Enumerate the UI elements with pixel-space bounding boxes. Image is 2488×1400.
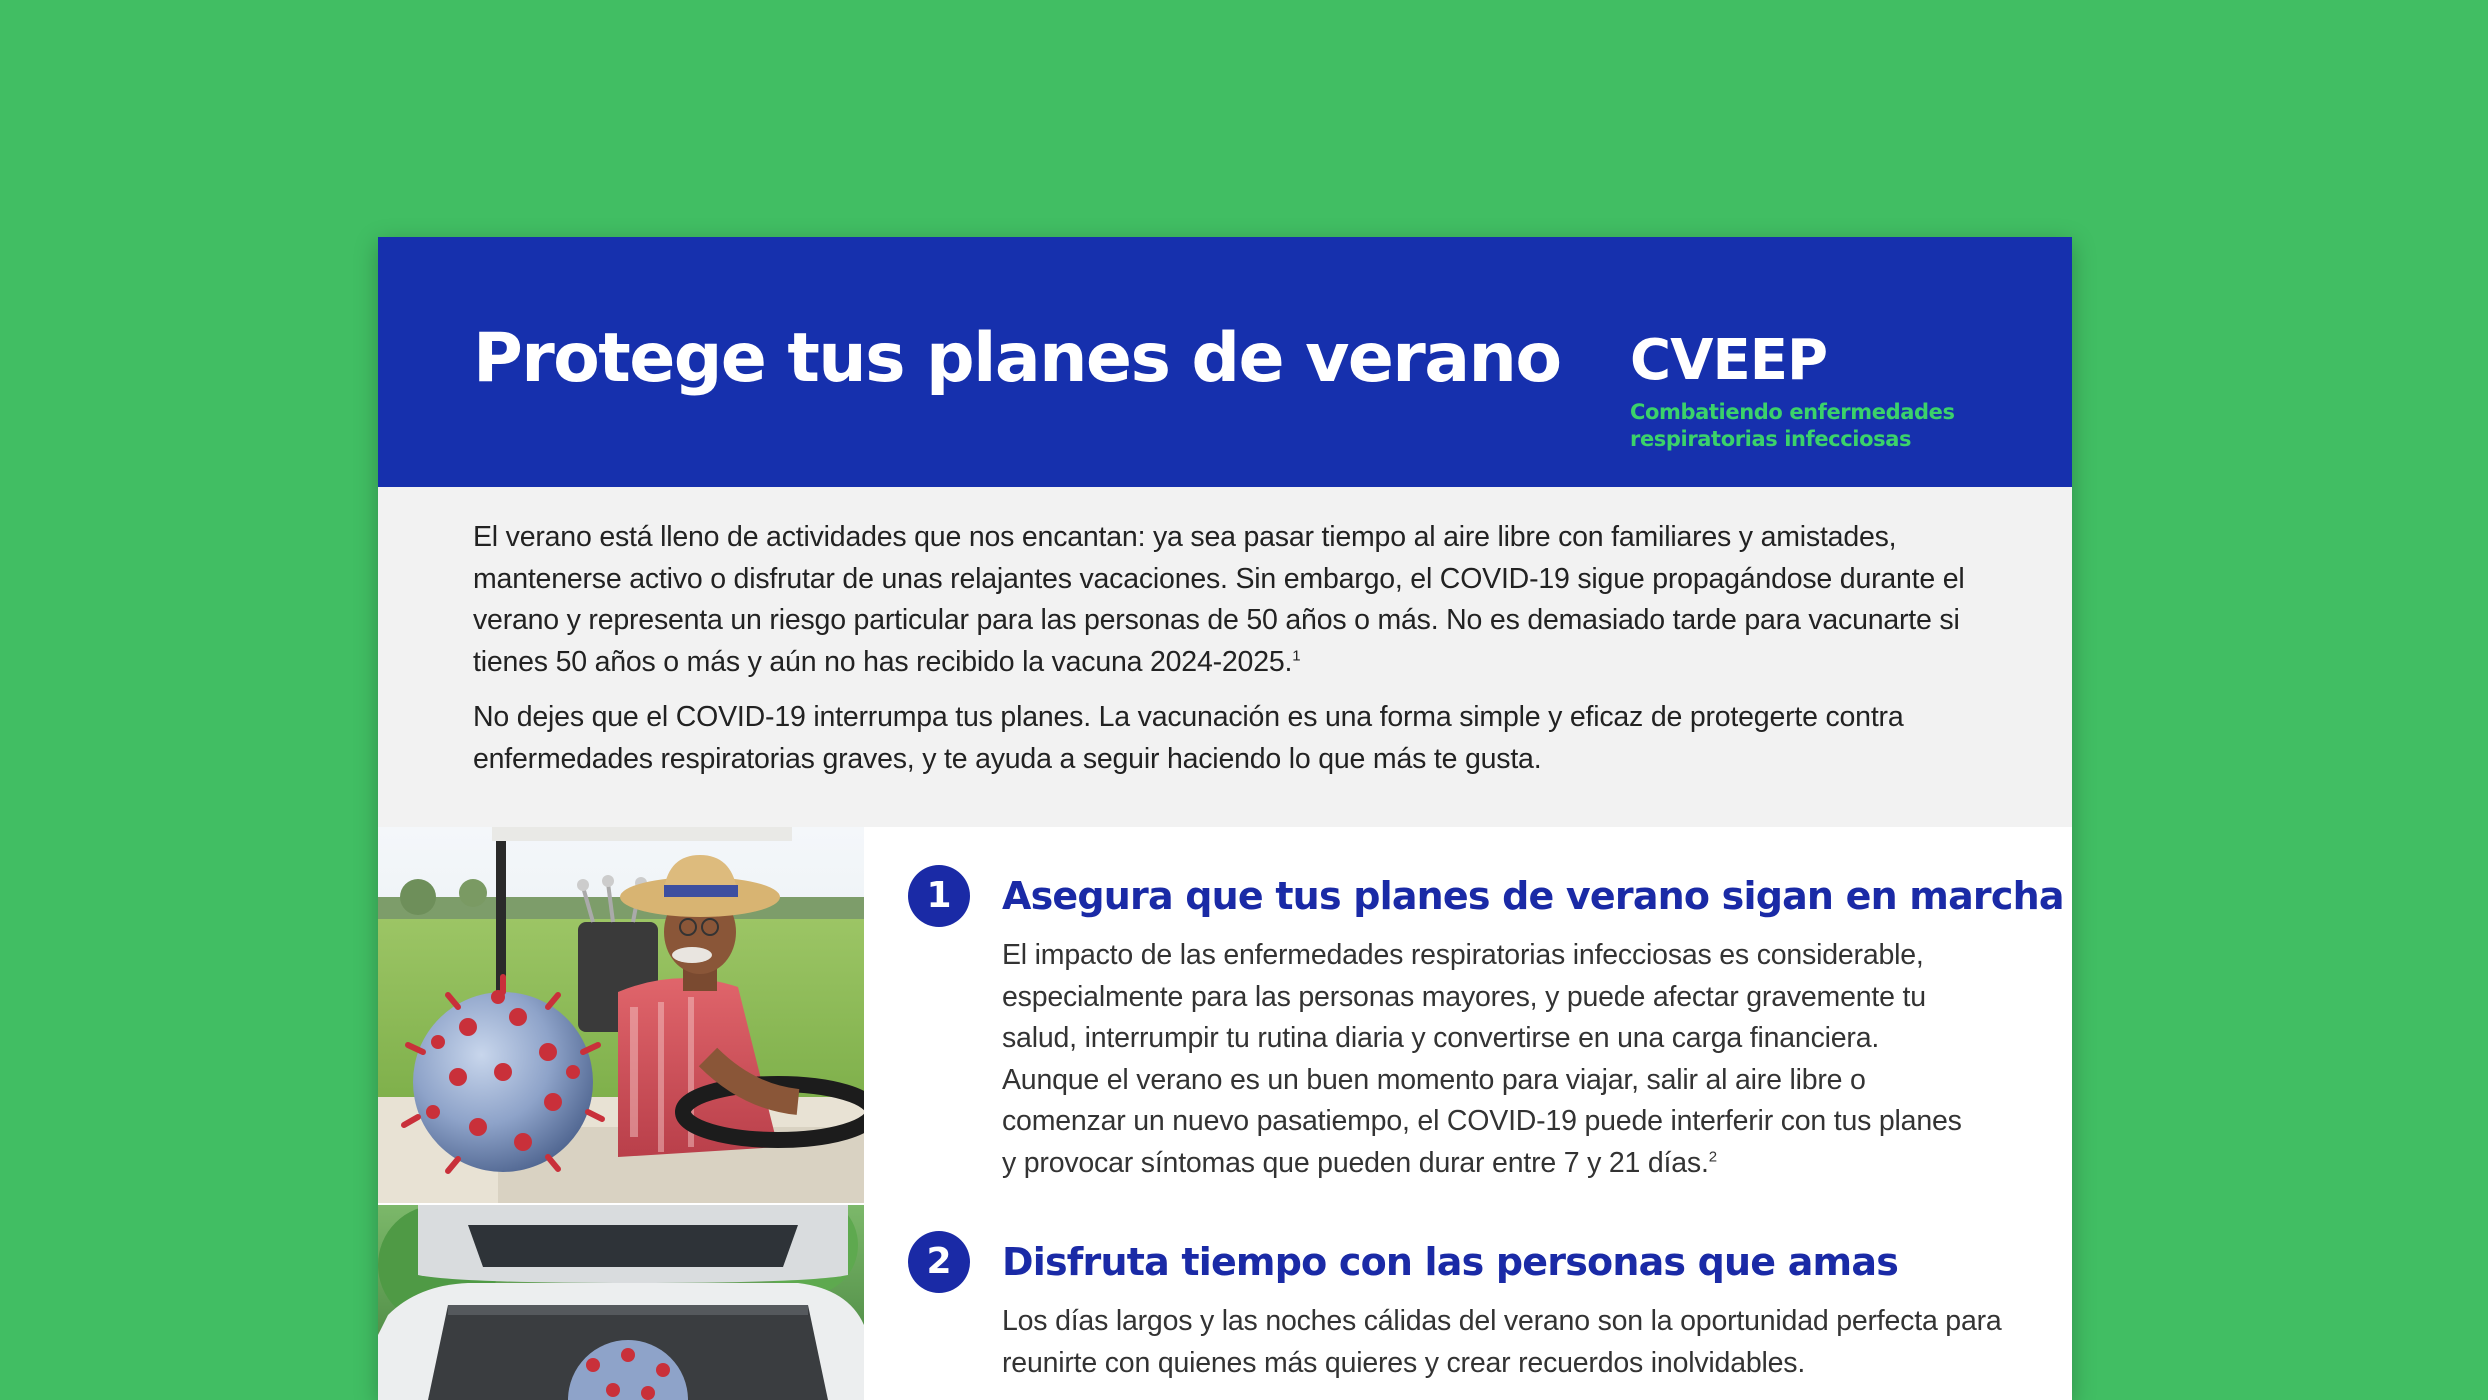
intro-section (378, 487, 2072, 827)
tip-body (1002, 935, 1962, 1184)
intro-paragraph (473, 517, 1993, 683)
footnote-ref: 1 (1292, 647, 1301, 664)
photo-car-trunk-virus (378, 1205, 864, 1400)
number-badge: 2 (908, 1231, 970, 1293)
header-banner (378, 237, 2072, 487)
photo-golf-cart-man-virus (378, 827, 864, 1203)
tip-body-text: El impacto de las enfermedades respiratorias infecciosas es considerable, especialmente para las personas mayores, y puede afectar gravemente tu salud, interrumpir tu rutina diaria y convertirse en una carga financiera. Aunque el verano es un buen momento para viajar, salir al aire libre o comenzar un nuevo pasatiempo, el COVID-19 puede interferir con tus planes y provocar síntomas que pueden durar entre 7 y 21 días. (1002, 939, 1962, 1179)
brand-name: CVEEP (1630, 328, 1827, 393)
brand-logo (1630, 328, 2050, 453)
flyer-document (378, 237, 2072, 1400)
page-title: Protege tus planes de verano (473, 319, 1561, 398)
tip-body: Los días largos y las noches cálidas del verano son la oportunidad perfecta para reunirte con quienes más quieres y crear recuerdos inolvidables. (1002, 1305, 2002, 1379)
brand-tagline: Combatiendo enfermedades respiratorias infecciosas (1630, 400, 1955, 451)
number-badge: 1 (908, 865, 970, 927)
tip-title: Asegura que tus planes de verano sigan en marcha (1002, 874, 2064, 918)
intro-paragraph-1-text: El verano está lleno de actividades que nos encantan: ya sea pasar tiempo al aire libre con familiares y amistades, mantenerse activo o disfrutar de unas relajantes vacaciones. Sin embargo, el COVID-19 sigue propagándose durante el verano y representa un riesgo particular para las personas de 50 años o más. No es demasiado tarde para vacunarte si tienes 50 años o más y aún no has recibido la vacuna 2024-2025. (473, 521, 1965, 678)
footnote-ref: 2 (1708, 1148, 1717, 1165)
tip-title: Disfruta tiempo con las personas que amas (1002, 1240, 1899, 1284)
intro-paragraph-2: No dejes que el COVID-19 interrumpa tus planes. La vacunación es una forma simple y eficaz de protegerte contra enfermedades respiratorias graves, y te ayuda a seguir haciendo lo que más te gusta. (473, 701, 1904, 775)
